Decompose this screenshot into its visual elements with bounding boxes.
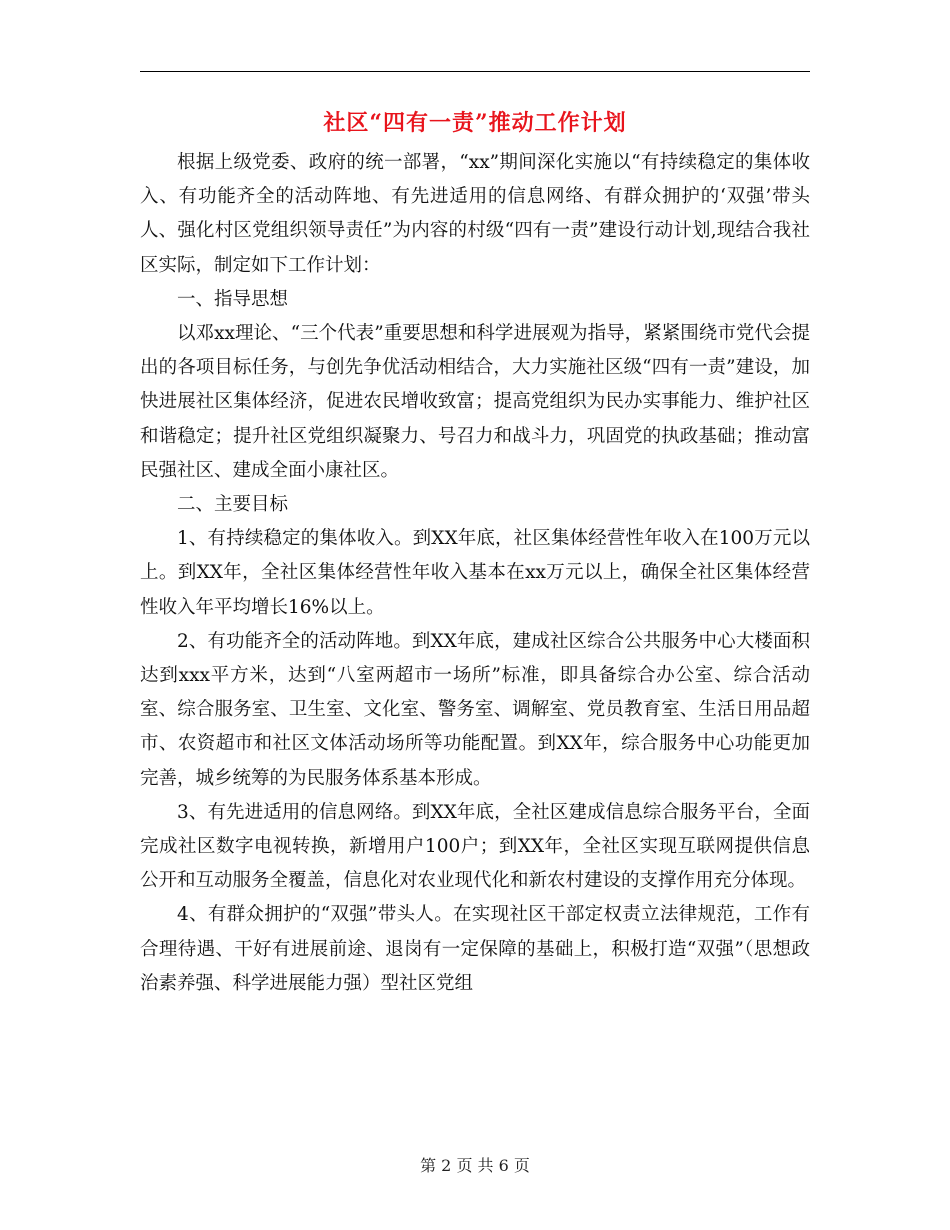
- body-paragraph: 以邓xx理论、“三个代表”重要思想和科学进展观为指导，紧紧围绕市党代会提出的各项目标任务，与创先争优活动相结合，大力实施社区级“四有一责”建设，加快进展社区集体经济，促进农民增收致富；提高党组织为民办实事能力、维护社区和谐稳定；提升社区党组织凝聚力、号召力和战斗力，巩固党的执政基础；推动富民强社区、建成全面小康社区。: [140, 323, 810, 481]
- page-number: 第 2 页 共 6 页: [420, 1156, 530, 1175]
- body-paragraph: 4、有群众拥护的“双强”带头人。在实现社区干部定权责立法律规范，工作有合理待遇、干好有进展前途、退岗有一定保障的基础上，积极打造“双强”（思想政治素养强、科学进展能力强）型社区党组: [140, 904, 810, 994]
- section-heading: 二、主要目标: [177, 494, 289, 516]
- header-rule: [140, 71, 810, 72]
- document-title: 社区“四有一责”推动工作计划: [323, 110, 627, 136]
- intro-paragraph: 根据上级党委、政府的统一部署，“xx”期间深化实施以“有持续稳定的集体收入、有功能齐全的活动阵地、有先进适用的信息网络、有群众拥护的‘双强’带头人、强化村区党组织领导责任”为内容的村级“四有一责”建设行动计划,现结合我社区实际，制定如下工作计划：: [140, 152, 810, 276]
- body-paragraph: 2、有功能齐全的活动阵地。到XX年底，建成社区综合公共服务中心大楼面积达到xxx平方米，达到“八室两超市一场所”标准，即具备综合办公室、综合活动室、综合服务室、卫生室、文化室、警务室、调解室、党员教育室、生活日用品超市、农资超市和社区文体活动场所等功能配置。到XX年，综合服务中心功能更加完善，城乡统筹的为民服务体系基本形成。: [140, 630, 810, 789]
- document-body: [140, 146, 810, 1001]
- section-heading: 一、指导思想: [177, 288, 289, 310]
- body-paragraph: 1、有持续稳定的集体收入。到XX年底，社区集体经营性年收入在100万元以上。到XX年，全社区集体经营性年收入基本在xx万元以上，确保全社区集体经营性收入年平均增长16%以上。: [140, 528, 810, 618]
- body-paragraph: 3、有先进适用的信息网络。到XX年底，全社区建成信息综合服务平台，全面完成社区数字电视转换，新增用户100户；到XX年，全社区实现互联网提供信息公开和互动服务全覆盖，信息化对农业现代化和新农村建设的支撑作用充分体现。: [140, 801, 810, 892]
